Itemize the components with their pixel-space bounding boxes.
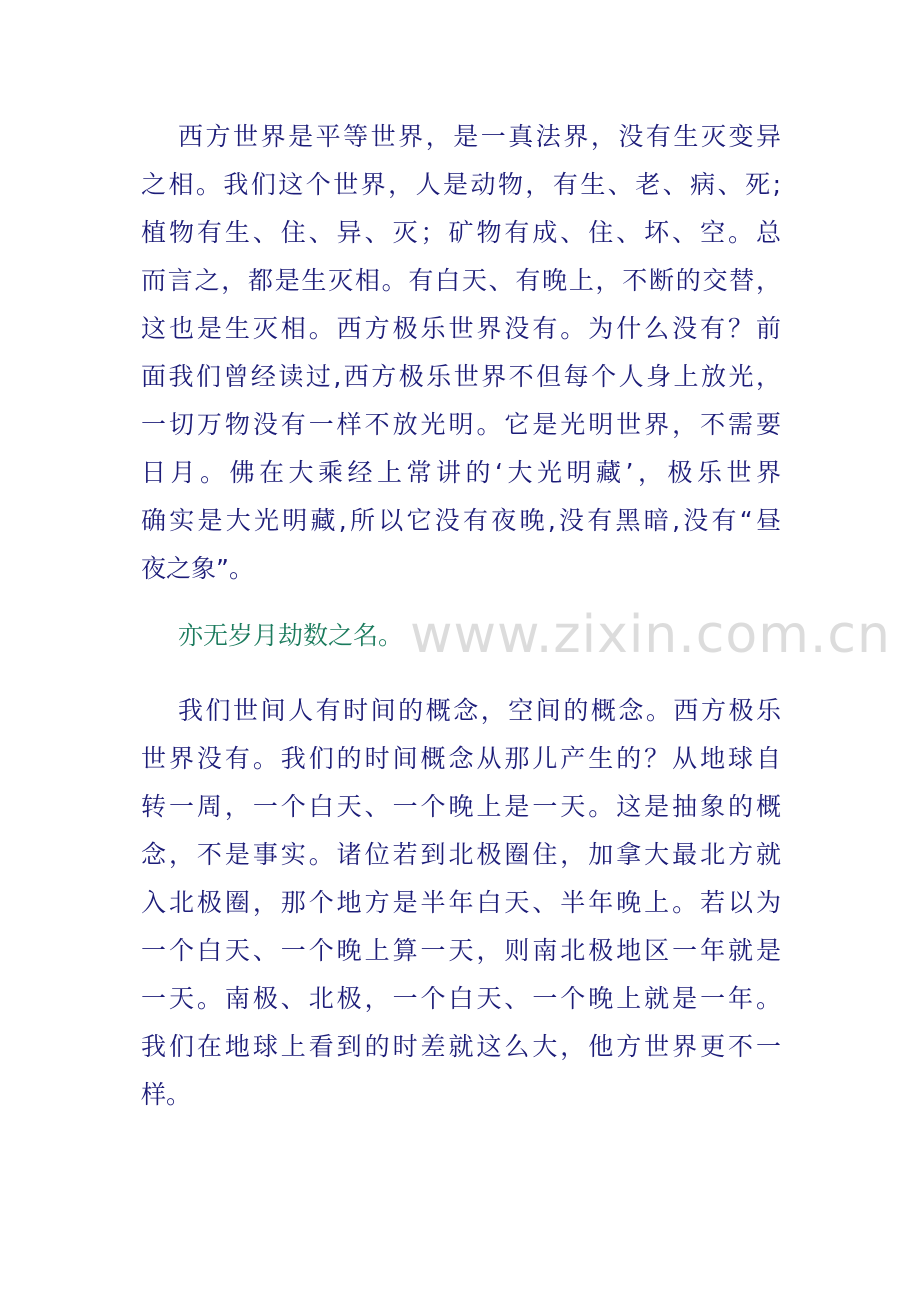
paragraph-line: 转一周，一个白天、一个晚上是一天。这是抽象的概 [141, 792, 781, 821]
paragraph-line: 一切万物没有一样不放光明。它是光明世界，不需要 [141, 410, 781, 439]
paragraph-line: 我们世间人有时间的概念，空间的概念。西方极乐 [178, 696, 781, 725]
paragraph-line: 世界没有。我们的时间概念从那儿产生的？从地球自 [141, 744, 781, 773]
paragraph-line: 之相。我们这个世界，人是动物，有生、老、病、死; [141, 170, 781, 199]
sutra-verse [141, 612, 781, 660]
paragraph-line: 确实是大光明藏,所以它没有夜晚,没有黑暗,没有“昼 [141, 506, 781, 535]
paragraph-1 [141, 113, 781, 593]
paragraph-line: 入北极圈，那个地方是半年白天、半年晚上。若以为 [141, 888, 781, 917]
paragraph-line: 一天。南极、北极，一个白天、一个晚上就是一年。 [141, 984, 781, 1013]
paragraph-line: 而言之，都是生灭相。有白天、有晚上，不断的交替， [141, 266, 781, 295]
paragraph-line: 面我们曾经读过,西方极乐世界不但每个人身上放光， [141, 362, 781, 391]
paragraph-line: 西方世界是平等世界，是一真法界，没有生灭变异 [178, 122, 781, 151]
paragraph-line: 念，不是事实。诸位若到北极圈住，加拿大最北方就 [141, 840, 781, 869]
paragraph-line: 夜之象”。 [141, 554, 254, 583]
paragraph-line: 日月。佛在大乘经上常讲的‘大光明藏’，极乐世界 [141, 458, 781, 487]
paragraph-line: 一个白天、一个晚上算一天，则南北极地区一年就是 [141, 936, 781, 965]
paragraph-line: 这也是生灭相。西方极乐世界没有。为什么没有？前 [141, 314, 781, 343]
watermark: www.zixin.com.cn [410, 605, 891, 665]
paragraph-line: 样。 [141, 1080, 192, 1109]
paragraph-line: 我们在地球上看到的时差就这么大，他方世界更不一 [141, 1032, 781, 1061]
sutra-verse-text: 亦无岁月劫数之名。 [178, 621, 404, 650]
paragraph-2 [141, 687, 781, 1119]
paragraph-line: 植物有生、住、异、灭；矿物有成、住、坏、空。总 [141, 218, 781, 247]
